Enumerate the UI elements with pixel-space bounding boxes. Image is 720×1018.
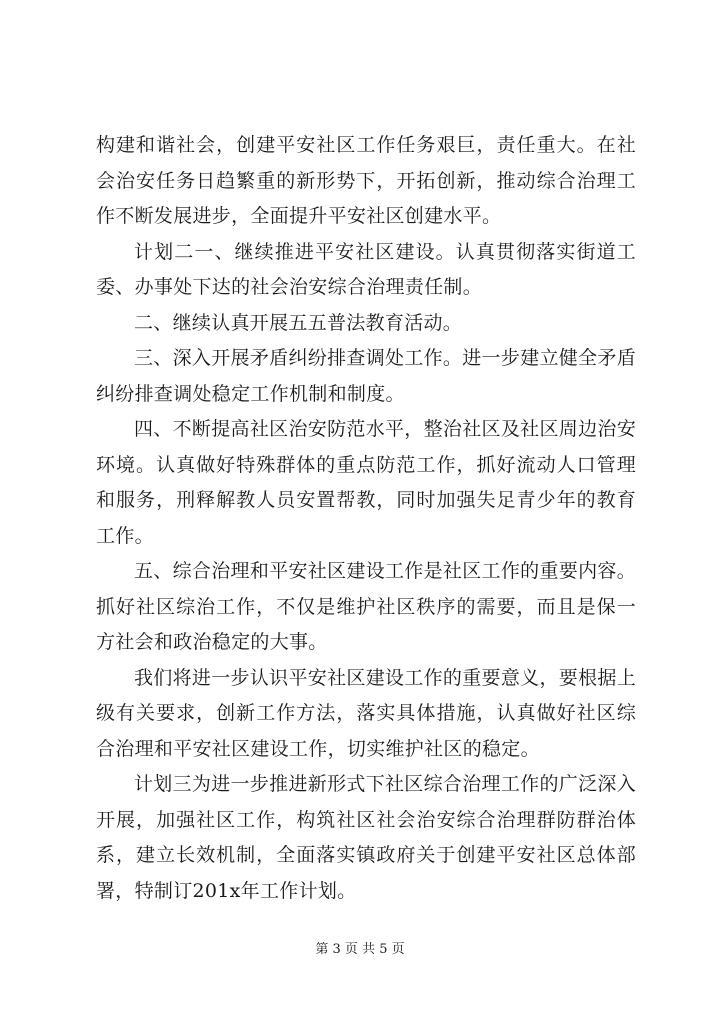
- paragraph-2: 计划二一、继续推进平安社区建设。认真贯彻落实街道工委、办事处下达的社会治安综合治理责任制。: [96, 240, 636, 298]
- paragraph-5: 四、不断提高社区治安防范水平，整治社区及社区周边治安环境。认真做好特殊群体的重点防范工作，抓好流动人口管理和服务，刑释解教人员安置帮教，同时加强失足青少年的教育工作。: [96, 418, 636, 547]
- page-number-footer: 第 3 页 共 5 页: [315, 942, 405, 957]
- paragraph-3: 二、继续认真开展五五普法教育活动。: [134, 311, 463, 334]
- paragraph-1: 构建和谐社会，创建平安社区工作任务艰巨，责任重大。在社会治安任务日趋繁重的新形势下，开拓创新，推动综合治理工作不断发展进步，全面提升平安社区创建水平。: [96, 134, 636, 227]
- paragraph-6: 五、综合治理和平安社区建设工作是社区工作的重要内容。抓好社区综治工作，不仅是维护社区秩序的需要，而且是保一方社会和政治稳定的大事。: [96, 560, 636, 653]
- document-body: [96, 128, 636, 909]
- paragraph-7: 我们将进一步认识平安社区建设工作的重要意义，要根据上级有关要求，创新工作方法，落实具体措施，认真做好社区综合治理和平安社区建设工作，切实维护社区的稳定。: [96, 666, 636, 760]
- paragraph-8: 计划三为进一步推进新形式下社区综合治理工作的广泛深入开展，加强社区工作，构筑社区社会治安综合治理群防群治体系，建立长效机制，全面落实镇政府关于创建平安社区总体部署，特制订201x年工作计划。: [96, 773, 636, 902]
- paragraph-4: 三、深入开展矛盾纠纷排查调处工作。进一步建立健全矛盾纠纷排查调处稳定工作机制和制度。: [96, 347, 636, 405]
